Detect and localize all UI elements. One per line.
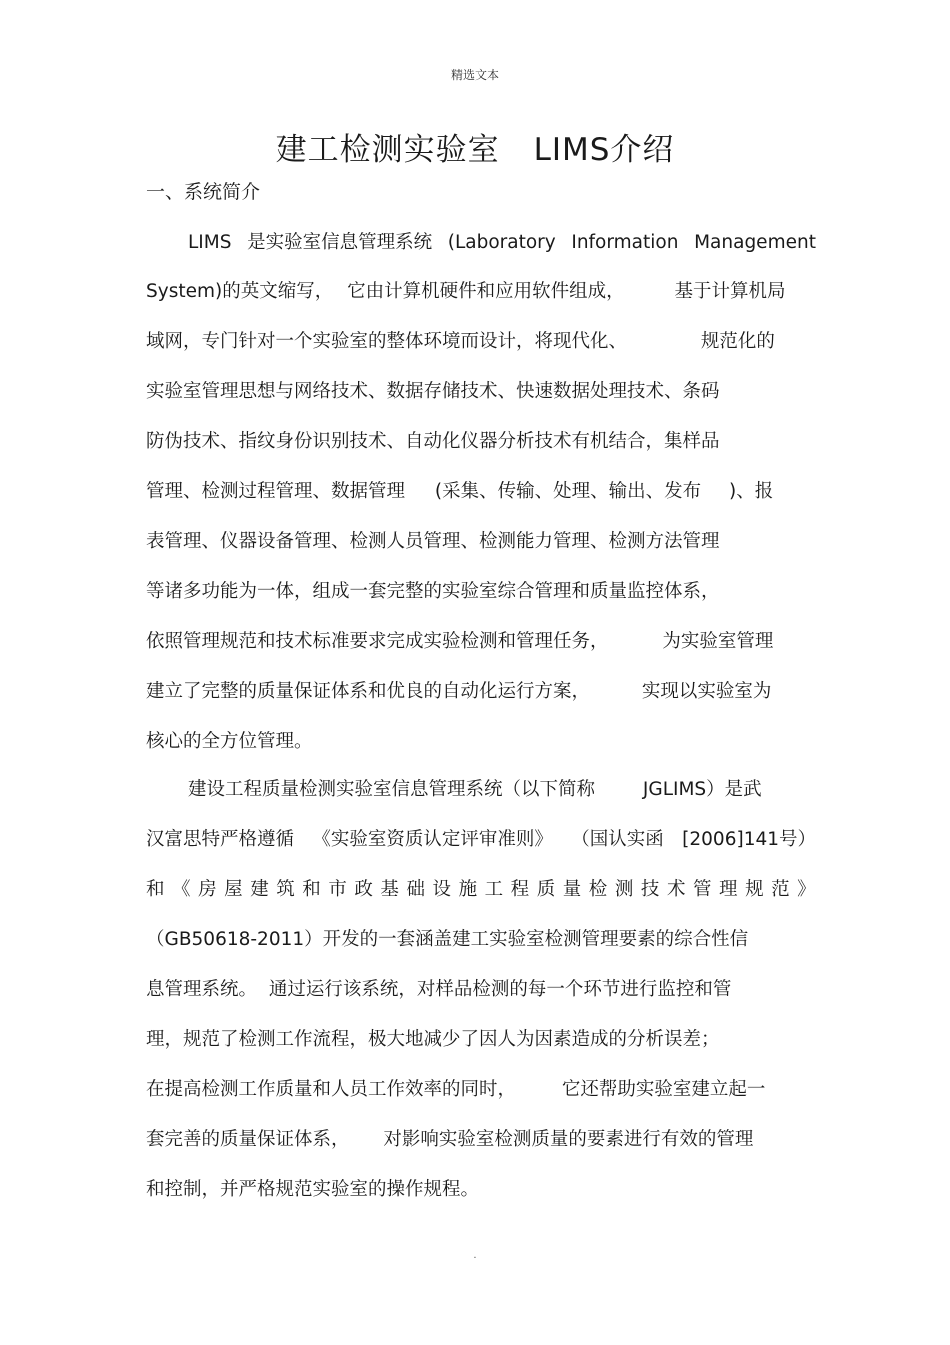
paragraph-line: 防伪技术、指纹身份识别技术、自动化仪器分析技术有机结合，集样品 [146,431,720,452]
paragraph-line: 建设工程质量检测实验室信息管理系统（以下简称 JGLIMS）是武 [188,779,762,800]
section-heading: 一、系统简介 [146,181,261,203]
page-footer-mark: . [473,1250,477,1261]
paragraph-line: 实验室管理思想与网络技术、数据存储技术、快速数据处理技术、条码 [146,381,720,402]
paragraph-line [146,877,816,903]
paragraph-line: 套完善的质量保证体系， 对影响实验室检测质量的要素进行有效的管理 [146,1129,754,1150]
paragraph-line: LIMS 是实验室信息管理系统 (Laboratory Information Management [188,232,816,253]
spread-char: 术 [666,879,686,900]
spread-char: 测 [614,879,634,900]
paragraph-line: （GB50618-2011）开发的一套涵盖建工实验室检测管理要素的综合性信 [146,929,749,950]
spread-char: 范 [771,879,790,900]
spread-char: 管 [692,879,712,900]
document-title [0,124,950,169]
paragraph-line: 理，规范了检测工作流程，极大地减少了因人为因素造成的分析误差； [146,1029,720,1050]
spread-char: 工 [484,879,504,900]
spread-char: 房 [198,879,217,900]
spread-char: 规 [745,879,764,900]
spread-char: 屋 [224,879,243,900]
spread-char: 和 [302,879,321,900]
paragraph-line: 表管理、仪器设备管理、检测人员管理、检测能力管理、检测方法管理 [146,531,720,552]
paragraph-line: 依照管理规范和技术标准要求完成实验检测和管理任务， 为实验室管理 [146,631,774,652]
spread-char: 程 [510,879,530,900]
spread-char: 检 [588,879,608,900]
spread-char: 设 [432,879,452,900]
paragraph-line: 等诸多功能为一体，组成一套完整的实验室综合管理和质量监控体系， [146,581,720,602]
spread-char: 和 [146,879,165,900]
paragraph-line: 和控制，并严格规范实验室的操作规程。 [146,1179,480,1200]
paragraph-line: 管理、检测过程管理、数据管理 (采集、传输、处理、输出、发布 )、报 [146,481,774,502]
title-part-1: 建工检测实验室 [275,132,500,168]
spread-char: 政 [354,879,373,900]
spread-char: 理 [719,879,738,900]
spread-char: 筑 [276,879,295,900]
spread-char: 施 [458,879,478,900]
spread-char: 》 [797,879,816,900]
page-header: 精选文本 [450,68,499,82]
paragraph-line: 建立了完整的质量保证体系和优良的自动化运行方案， 实现以实验室为 [146,681,772,702]
spread-char: 《 [172,879,191,900]
paragraph-line: 息管理系统。 通过运行该系统，对样品检测的每一个环节进行监控和管 [146,979,732,1000]
spread-char: 础 [406,879,425,900]
spread-char: 市 [328,879,347,900]
paragraph-line: 核心的全方位管理。 [146,731,313,752]
spread-char: 技 [640,879,660,900]
paragraph-line: 域网，专门针对一个实验室的整体环境而设计，将现代化、 规范化的 [146,331,775,352]
paragraph-line: 汉富思特严格遵循 《实验室资质认定评审准则》 （国认实函 [2006]141号） [146,829,816,850]
paragraph-line: System)的英文缩写， 它由计算机硬件和应用软件组成， 基于计算机局 [146,281,786,302]
spread-char: 基 [380,879,399,900]
title-part-2: LIMS介绍 [533,132,675,168]
spread-char: 量 [562,879,582,900]
paragraph-line: 在提高检测工作质量和人员工作效率的同时， 它还帮助实验室建立起一 [146,1079,766,1100]
spread-char: 建 [250,879,269,900]
spread-char: 质 [536,879,556,900]
